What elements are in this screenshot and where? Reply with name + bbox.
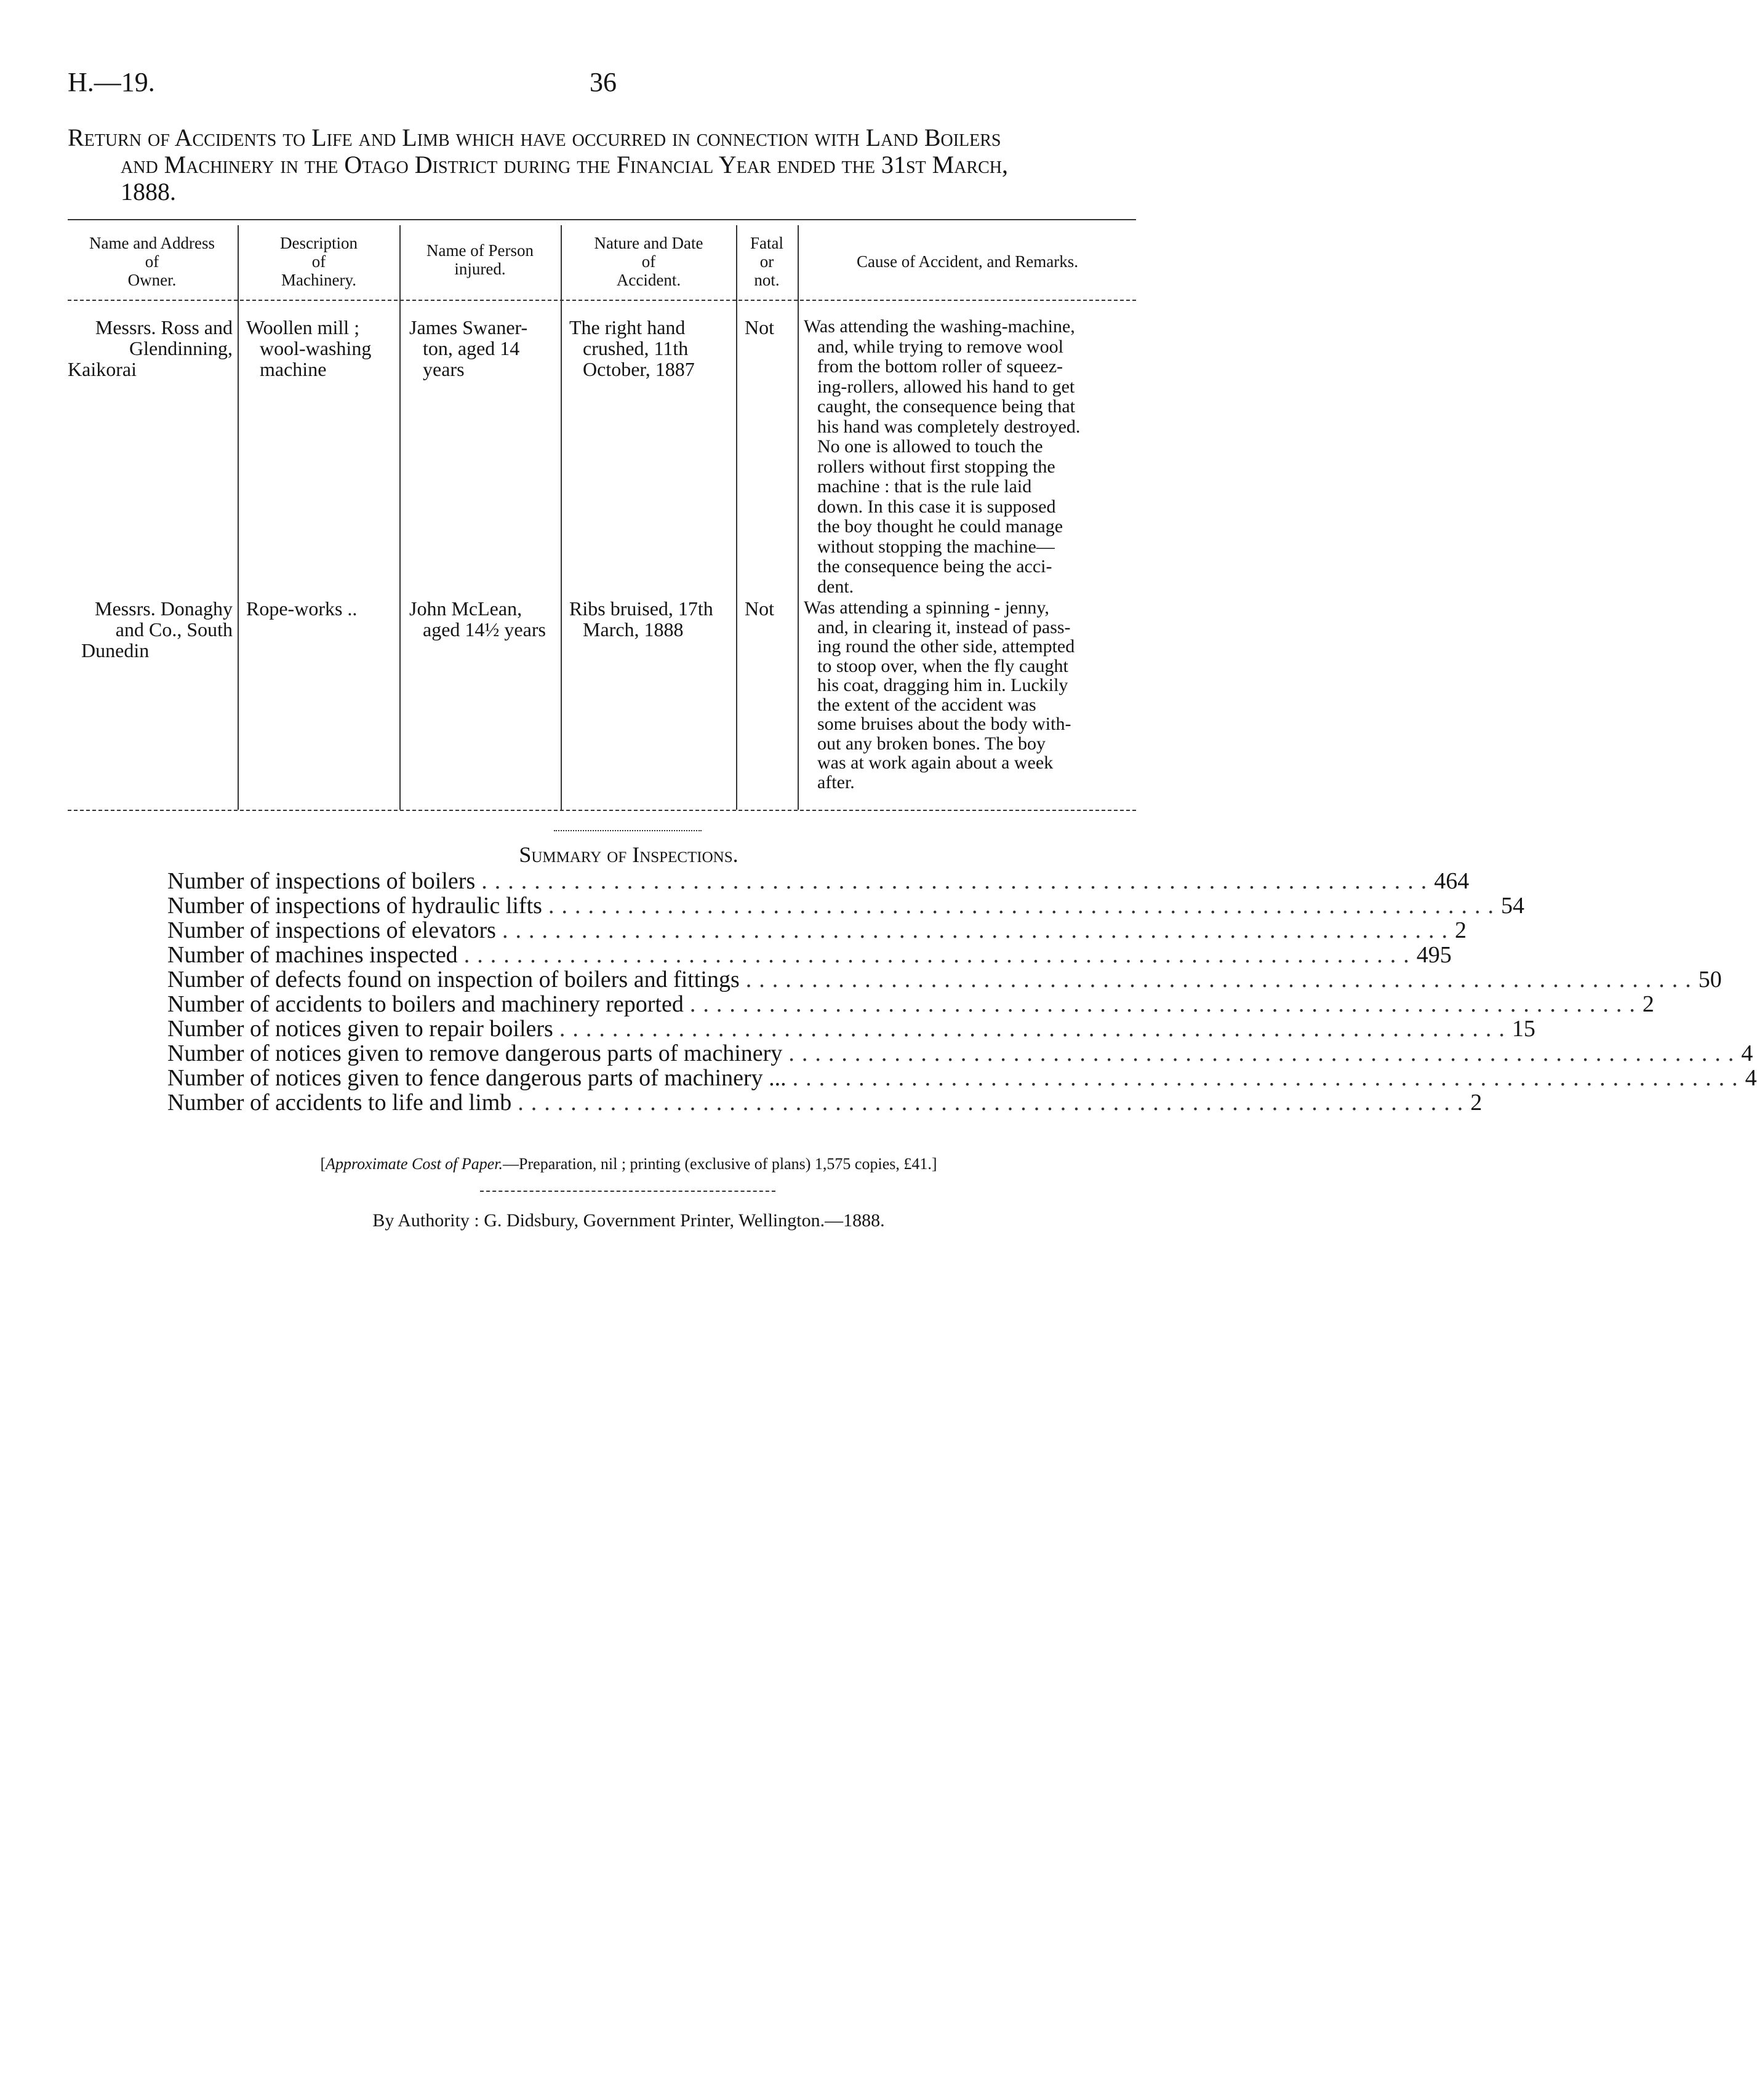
row2-fatal: Not	[745, 597, 774, 620]
summary-row: Number of inspections of elevators ........................................................................ 2	[167, 917, 1467, 943]
row2-nature: Ribs bruised, 17th March, 1888	[569, 597, 713, 641]
footer-rule	[480, 1191, 775, 1192]
title-line-3: 1888.	[121, 178, 176, 206]
header-person: Name of Person injured.	[426, 241, 534, 278]
header-nature: Nature and Date of Accident.	[594, 234, 703, 289]
row1-machinery: Woollen mill ; wool-washing machine	[246, 316, 372, 380]
row2-machinery: Rope-works ..	[246, 597, 358, 620]
title-line-2: and Machinery in the Otago District during the Financial Year ended the 31st March,	[121, 151, 1008, 178]
row1-owner: Messrs. Ross and Glendinning, Kaikorai	[68, 316, 233, 380]
summary-row: Number of inspections of hydraulic lifts ........................................................................ 54	[167, 893, 1524, 919]
row1-fatal: Not	[745, 316, 774, 338]
column-divider	[798, 225, 799, 810]
summary-row: Number of accidents to boilers and machinery reported ........................................................................ 2	[167, 991, 1654, 1017]
header-machinery: Description of Machinery.	[280, 234, 358, 289]
summary-row: Number of accidents to life and limb ........................................................................ 2	[167, 1090, 1483, 1116]
row1-cause: Was attending the washing-machine, and, while trying to remove wool from the bottom roller of squeez- ing-rollers, allowed his hand to get caught, the consequence being that his hand was completely destroyed. No one is allowed to touch the rollers without first stopping the machine : that is the rule laid down. In this case it is supposed the boy thought he could manage without stopping the machine— the consequence being the acci- dent.	[804, 316, 1081, 597]
cost-note: [Approximate Cost of Paper.—Preparation, nil ; printing (exclusive of plans) 1,575 copies, £41.]	[320, 1155, 937, 1173]
header-cause: Cause of Accident, and Remarks.	[857, 252, 1078, 271]
summary-row: Number of machines inspected ........................................................................ 495	[167, 942, 1452, 968]
row2-person: John McLean, aged 14½ years	[409, 597, 546, 641]
title-line-1: Return of Accidents to Life and Limb which have occurred in connection with Land Boilers	[68, 124, 1001, 151]
table-top-rule	[68, 219, 1136, 220]
summary-title: Summary of Inspections.	[519, 842, 738, 867]
summary-row: Number of defects found on inspection of boilers and fittings ........................................................................ 50	[167, 967, 1722, 992]
column-divider	[736, 225, 737, 810]
summary-title-rule	[554, 830, 702, 831]
table-header-rule	[68, 300, 1136, 301]
column-divider	[561, 225, 562, 810]
row2-owner: Messrs. Donaghy and Co., South Dunedin	[81, 597, 233, 661]
column-divider	[238, 225, 239, 810]
table-bottom-rule	[68, 810, 1136, 811]
summary-row: Number of inspections of boilers ........................................................................ 464	[167, 868, 1470, 894]
page-title	[68, 124, 1139, 206]
row1-nature: The right hand crushed, 11th October, 1887	[569, 316, 695, 380]
header-owner: Name and Address of Owner.	[89, 234, 215, 289]
document-reference: H.—19.	[68, 67, 155, 97]
summary-row: Number of notices given to remove dangerous parts of machinery ........................................................................ 4	[167, 1040, 1753, 1066]
column-divider	[399, 225, 401, 810]
row1-person: James Swaner- ton, aged 14 years	[409, 316, 528, 380]
summary-row: Number of notices given to repair boilers ........................................................................ 15	[167, 1016, 1535, 1042]
summary-row: Number of notices given to fence dangerous parts of machinery ... ........................................................................ 4	[167, 1065, 1757, 1091]
row2-cause: Was attending a spinning - jenny, and, in clearing it, instead of pass- ing round the other side, attempted to stoop over, when the fly caught his coat, dragging him in. Luckily the extent of the accident was some bruises about the body with- out any broken bones. The boy was at work again about a week after.	[804, 597, 1075, 792]
printer-authority: By Authority : G. Didsbury, Government Printer, Wellington.—1888.	[372, 1210, 885, 1231]
header-fatal: Fatal or not.	[750, 234, 783, 289]
page-number: 36	[590, 67, 617, 97]
